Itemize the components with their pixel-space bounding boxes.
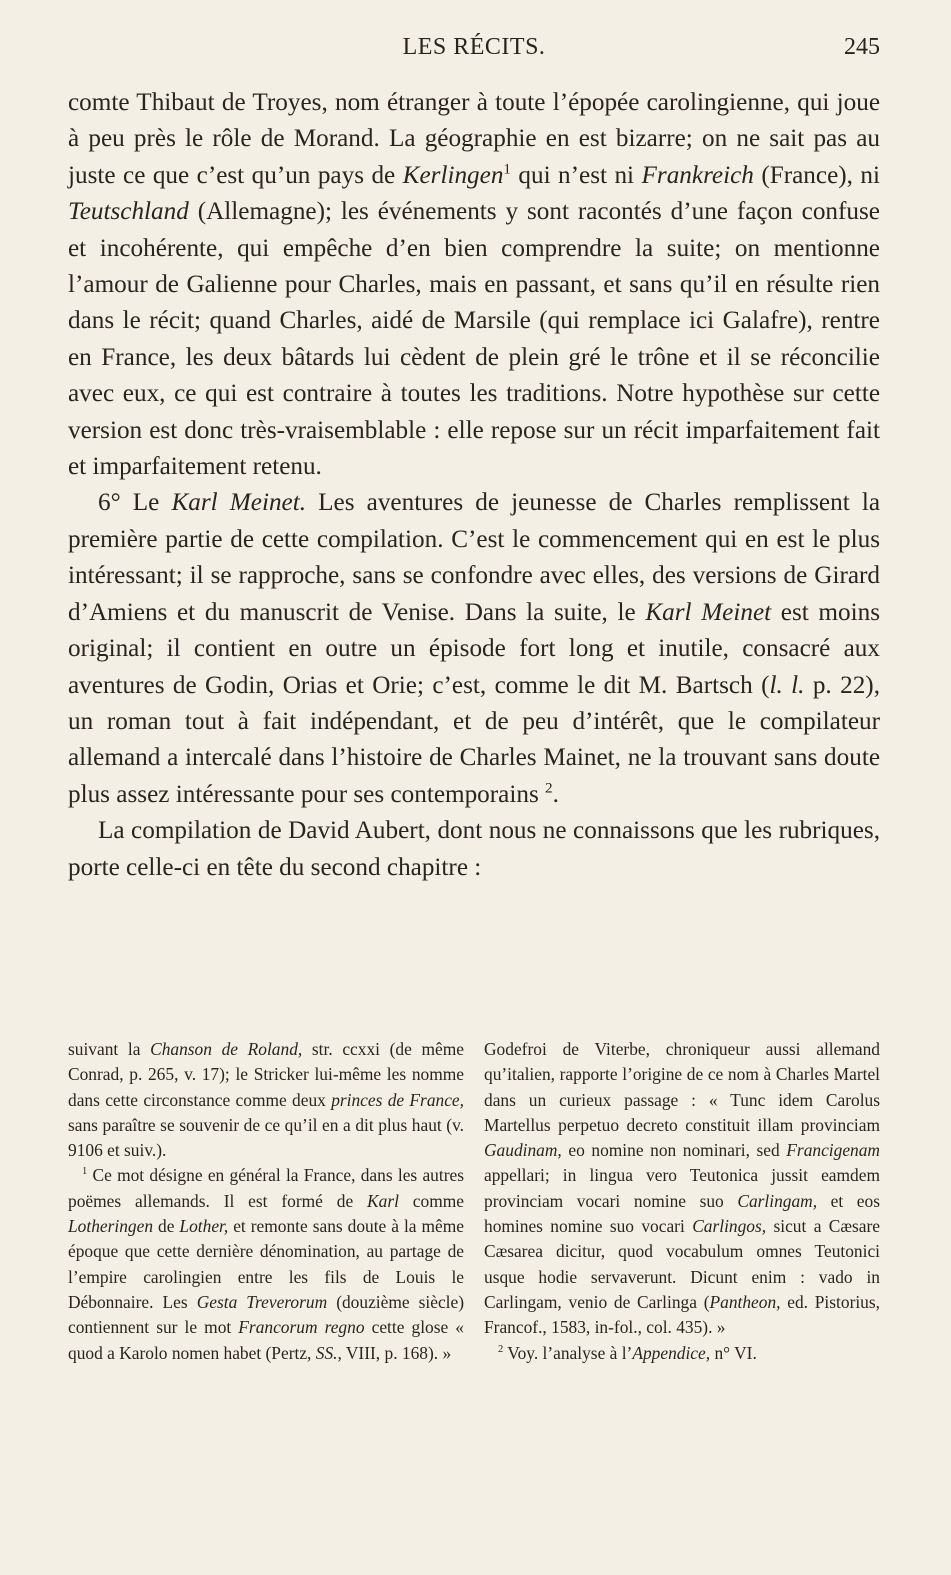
title-gesta-treverorum: Gesta Treverorum xyxy=(196,1291,328,1312)
page-number: 245 xyxy=(844,34,880,60)
text-run: str. ccxxi (de même Conrad, p. 265, v. 17); le Stricker lui-même les nomme dans cette circonstance comme deux xyxy=(68,1039,464,1110)
title-pantheon: Pantheon, xyxy=(709,1291,781,1312)
footnote-2 xyxy=(484,1341,880,1366)
abbr-ss: SS., xyxy=(315,1342,342,1363)
term-kerlingen: Kerlingen xyxy=(402,161,504,189)
term-appendice: Appendice, xyxy=(632,1342,711,1363)
footnote-mark-2: 2 xyxy=(498,1343,504,1355)
term-karl: Karl xyxy=(367,1190,399,1211)
term-francigenam: Francigenam xyxy=(786,1140,880,1161)
text-run: qui n’est ni xyxy=(510,161,642,189)
text-run: (douzième siècle) contiennent sur le mot xyxy=(68,1291,465,1338)
text-run: comte Thibaut de Troyes, nom étranger à toute l’épopée carolingienne, qui joue à peu près le rôle de Morand. La géographie en est bizarre; on ne sait pas au juste ce que c’est qu’un pays de xyxy=(68,89,880,189)
text-run: Ce mot désigne en général la France, dans les autres poëmes allemands. Il est formé de xyxy=(68,1165,464,1211)
footnote-continuation xyxy=(68,1037,464,1163)
text-run: Godefroi de Viterbe, chroniqueur aussi allemand qu’italien, rapporte l’origine de ce nom à Charles Martel dans un curieux passage : « Tunc idem Carolus Martellus perpetuo decreto constituit illam provinciam xyxy=(484,1039,880,1135)
text-run: et eos homines nomine suo vocari xyxy=(484,1190,880,1237)
footnote-mark-1: 1 xyxy=(82,1166,88,1178)
title-karl-meinet: Karl Meinet xyxy=(645,598,772,626)
term-gaudinam: Gaudinam, xyxy=(484,1140,562,1161)
paragraph-2 xyxy=(68,485,880,813)
text-run: appellari; in lingua vero Teutonica jussit eamdem provinciam vocari nomine suo xyxy=(484,1165,880,1211)
term-frankreich: Frankreich xyxy=(641,161,754,189)
text-run: ed. Pistorius, Francof., 1583, in-fol., col. 435). » xyxy=(484,1291,880,1338)
text-run: p. 22), un roman tout à fait indépendant, et de peu d’intérêt, que le compilateur allemand a intercalé dans l’histoire de Charles Mainet, ne la trouvant sans doute plus assez intéressante pour ses contemporains xyxy=(68,671,880,808)
paragraph-3: La compilation de David Aubert, dont nous ne connaissons que les rubriques, porte celle-ci en tête du second chapitre : xyxy=(68,817,880,881)
footnotes xyxy=(68,1037,880,1366)
text-run: cette glose « quod a Karolo nomen habet (Pertz, xyxy=(68,1317,464,1363)
text-run: n° VI. xyxy=(710,1342,757,1363)
term-teutschland: Teutschland xyxy=(68,198,189,226)
text-run: de xyxy=(153,1216,180,1237)
text-run: 6° Le xyxy=(98,489,172,517)
text-run: comme xyxy=(398,1190,464,1211)
main-text xyxy=(68,85,880,886)
text-run: . xyxy=(552,780,559,808)
phrase-princes-de-france: princes de France, xyxy=(331,1089,464,1110)
term-carlingos: Carlingos, xyxy=(692,1216,767,1237)
footnote-ref-1: 1 xyxy=(503,161,511,178)
term-carlingam: Carlingam, xyxy=(737,1190,818,1211)
text-run: VIII, p. 168). » xyxy=(341,1342,452,1363)
text-run: sans paraître se souvenir de ce qu’il en a dit plus haut (v. 9106 et suiv.). xyxy=(68,1114,464,1161)
footnote-ref-2: 2 xyxy=(545,780,553,797)
term-francorum-regno: Francorum regno xyxy=(238,1317,365,1338)
title-chanson-de-roland: Chanson de Roland, xyxy=(150,1039,303,1059)
footnotes-left-column xyxy=(68,1037,464,1366)
footnote-1 xyxy=(68,1163,464,1365)
text-run: eo nomine non nominari, sed xyxy=(561,1140,787,1161)
page-header xyxy=(68,34,880,70)
loc-cit: l. l. xyxy=(769,671,805,699)
text-run: et remonte sans doute à la même époque que cette dernière dénomination, au partage de l’empire carolingien entre les fils de Louis le Débonnaire. Les xyxy=(68,1216,464,1312)
term-lother: Lother, xyxy=(179,1216,229,1237)
footnote-1-continuation xyxy=(484,1037,880,1341)
footnotes-right-column xyxy=(484,1037,880,1366)
text-run: Les aventures de jeunesse de Charles remplissent la première partie de cette compilation. C’est le commencement qui en est le plus intéressant; il se rapproche, sans se confondre avec elles, des versions de Girard d’Amiens et du manuscrit de Venise. Dans la suite, le xyxy=(68,489,880,626)
paragraph-1 xyxy=(68,85,880,485)
text-run: suivant la xyxy=(68,1039,151,1059)
text-run: est moins original; il contient en outre un épisode fort long et inutile, consacré aux aventures de Godin, Orias et Orie; c’est, comme le dit M. Bartsch ( xyxy=(68,598,880,699)
running-title: LES RÉCITS. xyxy=(402,34,546,60)
text-run: sicut a Cæsare Cæsarea dicitur, quod vocabulum omnes Teutonici usque hodie servaverunt. Dicunt enim : vado in Carlingam, venio de Carlinga ( xyxy=(484,1216,880,1312)
text-run: (France), ni xyxy=(753,161,880,189)
text-run: Voy. l’analyse à l’ xyxy=(503,1342,633,1363)
text-run: (Allemagne); les événements y sont racontés d’une façon confuse et incohérente, qui empêche d’en bien comprendre la suite; on mentionne l’amour de Galienne pour Charles, mais en passant, et sans qu’il en résulte rien dans le récit; quand Charles, aidé de Marsile (qui remplace ici Galafre), rentre en France, les deux bâtards lui cèdent de plein gré le trône et il se réconcilie avec eux, ce qui est contraire à toutes les traditions. Notre hypothèse sur cette version est donc très-vraisemblable : elle repose sur un récit imparfaitement fait et imparfaitement retenu. xyxy=(68,198,880,481)
title-karl-meinet: Karl Meinet. xyxy=(171,489,307,517)
term-lotheringen: Lotheringen xyxy=(68,1216,154,1237)
